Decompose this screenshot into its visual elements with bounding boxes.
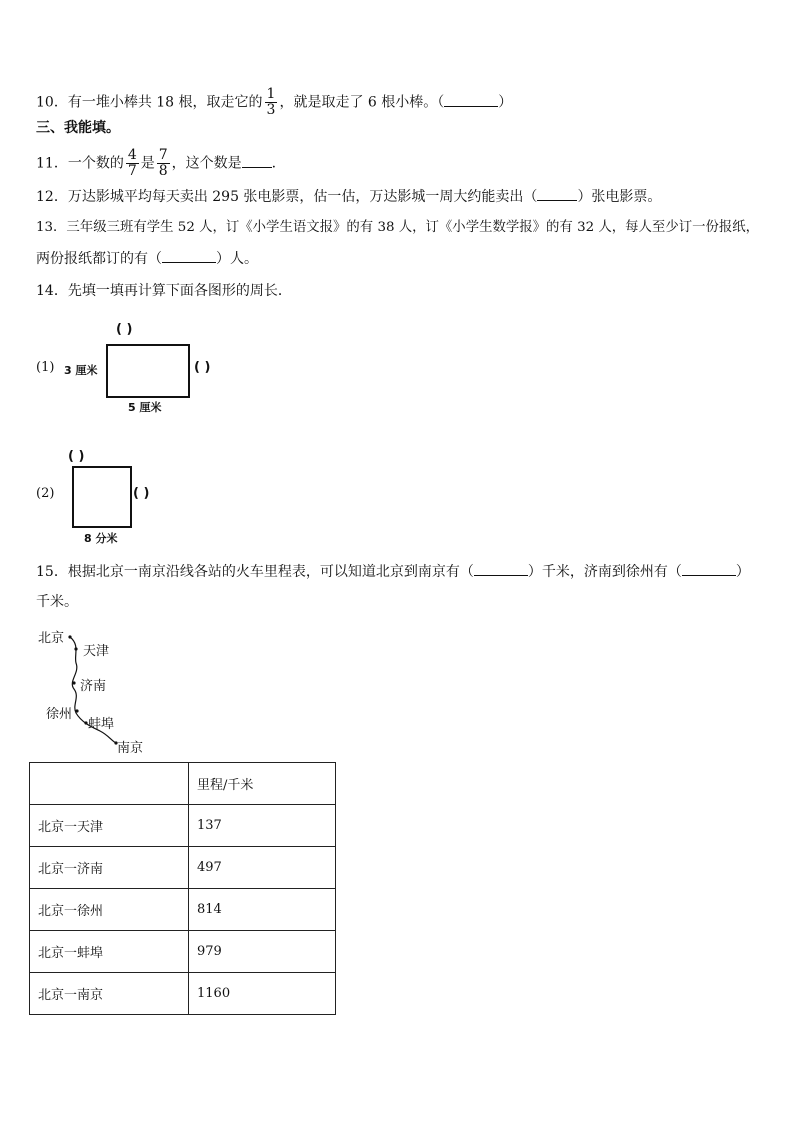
- q13-answer-blank[interactable]: [162, 248, 216, 263]
- station-beijing: 北京: [38, 631, 65, 646]
- q11-end: .: [271, 155, 277, 172]
- q15-mid: ）千米，济南到徐州有（: [527, 564, 682, 580]
- question-14: 14．先填一填再计算下面各图形的周长．: [36, 283, 292, 299]
- fig1-bottom-label: 5 厘米: [128, 401, 162, 414]
- q15-prefix: 15．根据北京一南京沿线各站的火车里程表，可以知道北京到南京有（: [36, 564, 474, 580]
- station-dot-xuzhou: [75, 709, 78, 712]
- q10-prefix: 10．有一堆小棒共 18 根，取走它的: [36, 94, 263, 111]
- fig2-square: [72, 466, 132, 528]
- q10-close: ）: [498, 94, 513, 111]
- section-3-title: 三、我能填。: [36, 120, 120, 136]
- question-13-line-2: [36, 248, 258, 269]
- station-dot-jinan: [72, 681, 75, 684]
- q13-suffix: ）人。: [216, 251, 258, 267]
- q10-answer-blank[interactable]: [444, 92, 498, 107]
- q10-frac-numerator: 1: [266, 86, 276, 102]
- table-row: [30, 805, 336, 847]
- q11-frac1-denominator: 7: [127, 163, 137, 179]
- table-cell-distance: 497: [189, 847, 336, 889]
- q12-prefix: 12．万达影城平均每天卖出 295 张电影票，估一估，万达影城一周大约能卖出（: [36, 189, 538, 205]
- q10-fraction: [265, 87, 278, 118]
- station-jinan: 济南: [80, 679, 107, 694]
- q11-fraction-1: [126, 148, 139, 179]
- table-header-cell: [30, 763, 189, 805]
- fig1-rectangle: [106, 344, 190, 398]
- q10-suffix: ，就是取走了 6 根小棒。（: [279, 94, 445, 111]
- station-dot-tianjin: [74, 647, 77, 650]
- table-header-cell: 里程/千米: [189, 763, 336, 805]
- fig1-right-answer[interactable]: ( ): [194, 360, 211, 375]
- question-13-line-1: 13．三年级三班有学生 52 人，订《小学生语文报》的有 38 人，订《小学生数学报》的有 32 人，每人至少订一份报纸，: [36, 220, 760, 235]
- q11-frac2-denominator: 8: [158, 163, 168, 179]
- fig1-left-label: 3 厘米: [64, 364, 98, 377]
- fig2-bottom-label: 8 分米: [84, 532, 118, 545]
- fig2-index: (2): [36, 486, 55, 501]
- station-xuzhou: 徐州: [46, 707, 73, 722]
- station-bengbu: 蚌埠: [88, 717, 115, 732]
- fig2-right-answer[interactable]: ( ): [133, 486, 150, 501]
- table-cell-distance: 979: [189, 931, 336, 973]
- question-10: [36, 87, 512, 118]
- station-tianjin: 天津: [83, 644, 110, 659]
- station-dot-beijing: [68, 635, 71, 638]
- q11-frac1-numerator: 4: [127, 147, 137, 163]
- question-11: [36, 148, 276, 179]
- table-cell-distance: 137: [189, 805, 336, 847]
- table-cell-distance: 1160: [189, 973, 336, 1015]
- table-cell-route: 北京一徐州: [30, 889, 189, 931]
- table-cell-distance: 814: [189, 889, 336, 931]
- table-cell-route: 北京一南京: [30, 973, 189, 1015]
- table-cell-route: 北京一天津: [30, 805, 189, 847]
- q11-mid: 是: [140, 155, 155, 172]
- mileage-table: [29, 762, 336, 1015]
- fig2-top-answer[interactable]: ( ): [68, 449, 85, 464]
- q10-frac-denominator: 3: [266, 102, 276, 118]
- q15-answer-blank-2[interactable]: [682, 561, 736, 576]
- station-nanjing: 南京: [117, 741, 144, 756]
- q11-fraction-2: [157, 148, 170, 179]
- q15-suffix: ）: [735, 564, 750, 580]
- table-header-row: [30, 763, 336, 805]
- fig1-index: (1): [36, 360, 55, 375]
- question-15-line-1: [36, 561, 750, 582]
- q11-frac2-numerator: 7: [158, 147, 168, 163]
- q13-prefix: 两份报纸都订的有（: [36, 251, 162, 267]
- q11-prefix: 11．一个数的: [36, 155, 124, 172]
- question-12: [36, 186, 661, 207]
- q12-answer-blank[interactable]: [537, 186, 577, 201]
- question-15-line-2: 千米。: [36, 594, 78, 610]
- table-cell-route: 北京一蚌埠: [30, 931, 189, 973]
- q12-suffix: ）张电影票。: [577, 189, 662, 205]
- table-row: [30, 973, 336, 1015]
- fig1-top-answer[interactable]: ( ): [116, 322, 133, 337]
- q11-suffix: ，这个数是: [171, 155, 242, 172]
- table-cell-route: 北京一济南: [30, 847, 189, 889]
- table-row: [30, 931, 336, 973]
- table-row: [30, 889, 336, 931]
- q15-answer-blank-1[interactable]: [474, 561, 528, 576]
- q11-answer-blank[interactable]: [242, 153, 272, 168]
- table-row: [30, 847, 336, 889]
